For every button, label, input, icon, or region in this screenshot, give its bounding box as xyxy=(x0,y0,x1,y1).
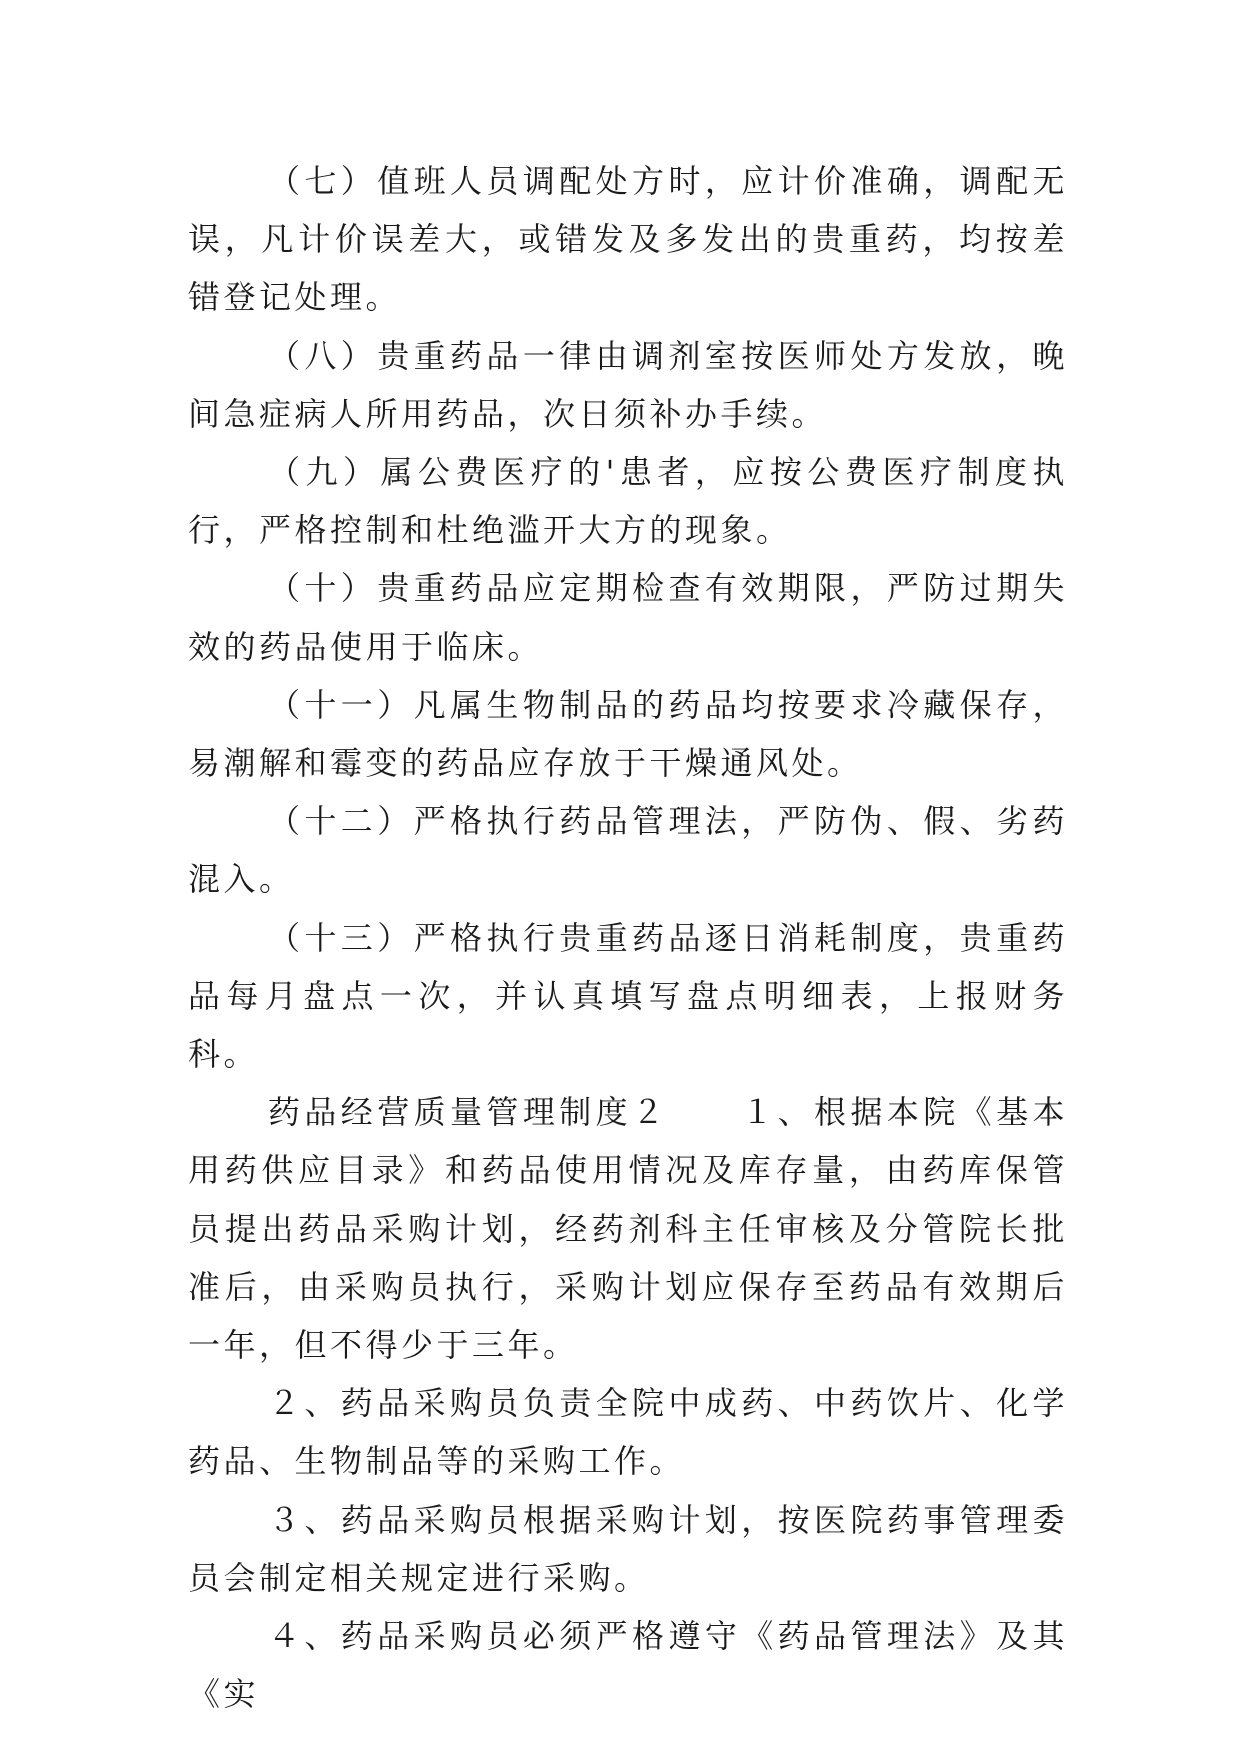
paragraph-7: （七）值班人员调配处方时，应计价准确，调配无误，凡计价误差大，或错发及多发出的贵重药，均按差错登记处理。 xyxy=(188,162,1068,317)
paragraph-13: （十三）严格执行贵重药品逐日消耗制度，贵重药品每月盘点一次，并认真填写盘点明细表，上报财务科。 xyxy=(188,918,1068,1074)
paragraph-8: （八）贵重药品一律由调剂室按医师处方发放，晚间急症病人所用药品，次日须补办手续。 xyxy=(188,336,1068,433)
item-2: ２、药品采购员负责全院中成药、中药饮片、化学药品、生物制品等的采购工作。 xyxy=(188,1384,1068,1481)
paragraph-9: （九）属公费医疗的'患者，应按公费医疗制度执行，严格控制和杜绝滥开大方的现象。 xyxy=(188,453,1068,550)
item-4: ４、药品采购员必须严格遵守《药品管理法》及其《实 xyxy=(188,1617,1068,1714)
item-3: ３、药品采购员根据采购计划，按医院药事管理委员会制定相关规定进行采购。 xyxy=(188,1500,1068,1597)
paragraph-11: （十一）凡属生物制品的药品均按要求冷藏保存，易潮解和霉变的药品应存放于干燥通风处。 xyxy=(188,685,1068,783)
section-2-intro: 药品经营质量管理制度２ １、根据本院《基本用药供应目录》和药品使用情况及库存量，由药库保管员提出药品采购计划，经药剂科主任审核及分管院长批准后，由采购员执行，采购计划应保存至药品有效期后一年，但不得少于三年。 xyxy=(188,1093,1068,1365)
paragraph-10: （十）贵重药品应定期检查有效期限，严防过期失效的药品使用于临床。 xyxy=(188,569,1068,666)
document-body xyxy=(188,152,1068,1723)
paragraph-12: （十二）严格执行药品管理法，严防伪、假、劣药混入。 xyxy=(188,802,1068,899)
